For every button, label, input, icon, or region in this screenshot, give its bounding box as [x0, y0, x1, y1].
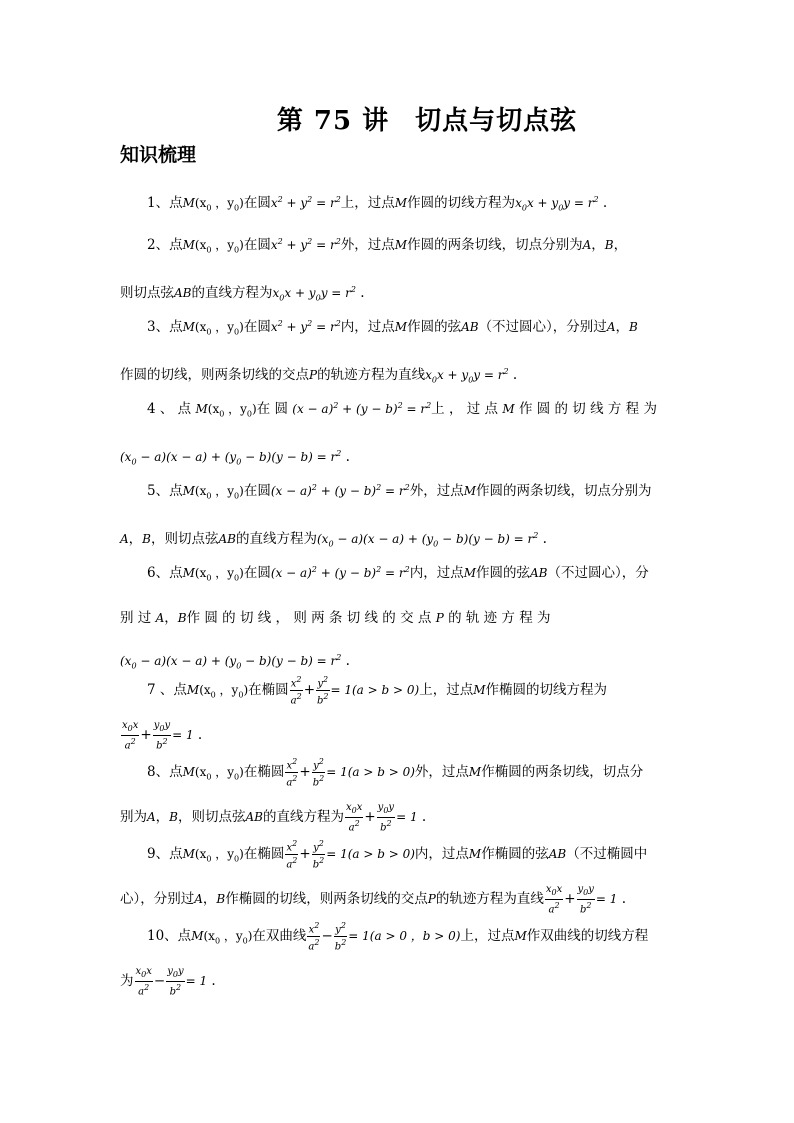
section-heading: 知识梳理 — [120, 144, 197, 166]
item-5: 5、点$M(x_0$ ，$y_0$)在圆$(x - a)^2 + (y - b)^2 = r^2$外，过点M作圆的两条切线，切点分别为 A，B，则切点弦AB的直线方程为$(x_0 - a)(x - a) + (y_0 - b)(y - b) = r^2$ . — [120, 483, 652, 549]
item-6: 6、点$M(x_0$ ，$y_0$)在圆$(x - a)^2 + (y - b)^2 = r^2$内，过点M作圆的弦AB（不过圆心），分 别 过 A，B作 圆 的 切 线 ， 则 两 条 切 线 的 交 点 P 的 轨 迹 方 程 为 $(x_0 - a)(x - a) + (y_0 - b)(y - b) = r^2$ . — [120, 565, 649, 671]
item-4: 4 、 点 $M(x_0$ ，$y_0$)在 圆 $(x - a)^2 + (y - b)^2 = r^2$上 ， 过 点 M 作 圆 的 切 线 方 程 为 $(x_0 - a)(x - a) + (y_0 - b)(y - b) = r^2$ . — [120, 401, 657, 467]
item-2: 2、点$M(x_0$ ，$y_0$)在圆$x^2 + y^2 = r^2$外，过点M作圆的两条切线，切点分别为A，B， 则切点弦AB的直线方程为$x_0x + y_0y = r^2$ . — [120, 237, 628, 303]
item-9: 9、点$M(x_0$ ，$y_0$)在椭圆 $\frac{x^2}{a^2}$ + $\frac{y^2}{b^2}$ = 1(a > b > 0)内，过点M作椭圆的弦AB（不过椭圆中 心），分别过A，B作椭圆的切线，则两条切线的交点P的轨迹方程为直线 $\frac{x_0x}{a^2}$ + $\frac{y_0y}{b^2}$ = 1 . — [120, 838, 648, 916]
lecture-number: 第 75 讲 — [276, 106, 390, 136]
item-8: 8、点$M(x_0$ ，$y_0$)在椭圆 $\frac{x^2}{a^2}$ + $\frac{y^2}{b^2}$ = 1(a > b > 0)外，过点M作椭圆的两条切线，切点分 别为A，B，则切点弦AB的直线方程为 $\frac{x_0x}{a^2}$ + $\frac{y_0y}{b^2}$ = 1 . — [120, 756, 644, 834]
item-10: 10、点$M(x_0$ ，$y_0$)在双曲线 $\frac{x^2}{a^2}$ − $\frac{y^2}{b^2}$ = 1(a > 0 ，b > 0)上，过点M作双曲线的切线方程 为 $\frac{x_0x}{a^2}$ − $\frac{y_0y}{b^2}$ = 1 . — [120, 920, 649, 998]
page-title — [0, 100, 794, 137]
item-7: 7 、点$M(x_0$ ，$y_0$)在椭圆 $\frac{x^2}{a^2}$ + $\frac{y^2}{b^2}$ = 1(a > b > 0)上，过点M作椭圆的切线方程为 $\frac{x_0x}{a^2}$ + $\frac{y_0y}{b^2}$ = 1 . — [122, 674, 608, 752]
lecture-name: 切点与切点弦 — [415, 106, 578, 136]
item-3: 3、点$M(x_0$ ，$y_0$)在圆$x^2 + y^2 = r^2$内，过点M作圆的弦AB（不过圆心），分别过A，B 作圆的切线，则两条切线的交点P的轨迹方程为直线$x_0x + y_0y = r^2$ . — [120, 319, 638, 385]
item-1: 1、点$M(x_0$ ，$y_0$)在圆$x^2 + y^2 = r^2$上，过点M作圆的切线方程为$x_0x + y_0y = r^2$ . — [147, 195, 608, 213]
